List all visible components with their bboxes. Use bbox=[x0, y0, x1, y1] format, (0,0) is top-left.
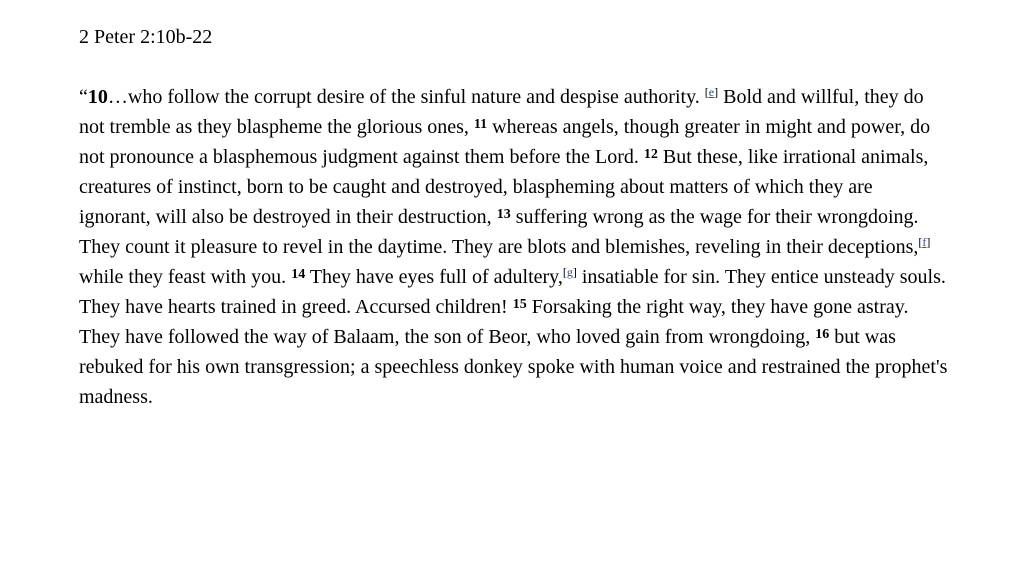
passage-text: Forsaking the right way, they have gone astray. They have followed the way of Balaam, the son of Beor, who loved gain from wrongdoing, bbox=[79, 296, 909, 348]
footnote-g bbox=[563, 265, 577, 279]
verse-number-11: 11 bbox=[473, 117, 488, 132]
footnote-f bbox=[918, 235, 930, 249]
footnote-bracket-close: ] bbox=[572, 265, 577, 279]
footnote-bracket-close: ] bbox=[926, 235, 931, 249]
verse-number-16: 16 bbox=[815, 327, 830, 342]
footnote-bracket-open: [ bbox=[562, 265, 567, 279]
passage-text: while they feast with you. bbox=[79, 266, 292, 288]
passage-reference: 2 Peter 2:10b-22 bbox=[79, 26, 213, 48]
verse-number-12: 12 bbox=[643, 147, 658, 162]
footnote-bracket-open: [ bbox=[918, 235, 923, 249]
scripture-passage bbox=[79, 82, 949, 412]
verse-number-15: 15 bbox=[512, 297, 527, 312]
passage-text: They have eyes full of adultery, bbox=[305, 266, 563, 288]
passage-text: insatiable for sin. They entice unsteady souls. They have hearts trained in greed. Accursed children! bbox=[79, 266, 946, 318]
passage-text: “ bbox=[79, 86, 88, 108]
verse-number-10: 10 bbox=[87, 86, 108, 108]
passage-text: …who follow the corrupt desire of the sinful nature and despise authority. bbox=[107, 86, 705, 108]
verse-number-14: 14 bbox=[291, 267, 306, 282]
footnote-bracket-close: ] bbox=[714, 85, 719, 99]
footnote-link-g[interactable]: g bbox=[566, 265, 573, 279]
slide-content bbox=[79, 22, 959, 412]
footnote-link-f[interactable]: f bbox=[922, 235, 927, 249]
passage-text: suffering wrong as the wage for their wrongdoing. They count it pleasure to revel in the daytime. They are blots and blemishes, reveling in their deceptions, bbox=[79, 206, 919, 258]
passage-text: whereas angels, though greater in might and power, do not pronounce a blasphemous judgment against them before the Lord. bbox=[79, 116, 931, 168]
passage-text: But these, like irrational animals, creatures of instinct, born to be caught and destroyed, blaspheming about matters of which they are ignorant, will also be destroyed in their destruction, bbox=[79, 146, 929, 228]
passage-text: Bold and willful, they do not tremble as they blaspheme the glorious ones, bbox=[79, 86, 924, 138]
verse-number-13: 13 bbox=[496, 207, 511, 222]
footnote-bracket-open: [ bbox=[704, 85, 709, 99]
footnote-link-e[interactable]: e bbox=[708, 85, 715, 99]
passage-text: but was rebuked for his own transgression; a speechless donkey spoke with human voice and restrained the prophet's madness. bbox=[79, 326, 948, 408]
footnote-e bbox=[705, 85, 718, 99]
